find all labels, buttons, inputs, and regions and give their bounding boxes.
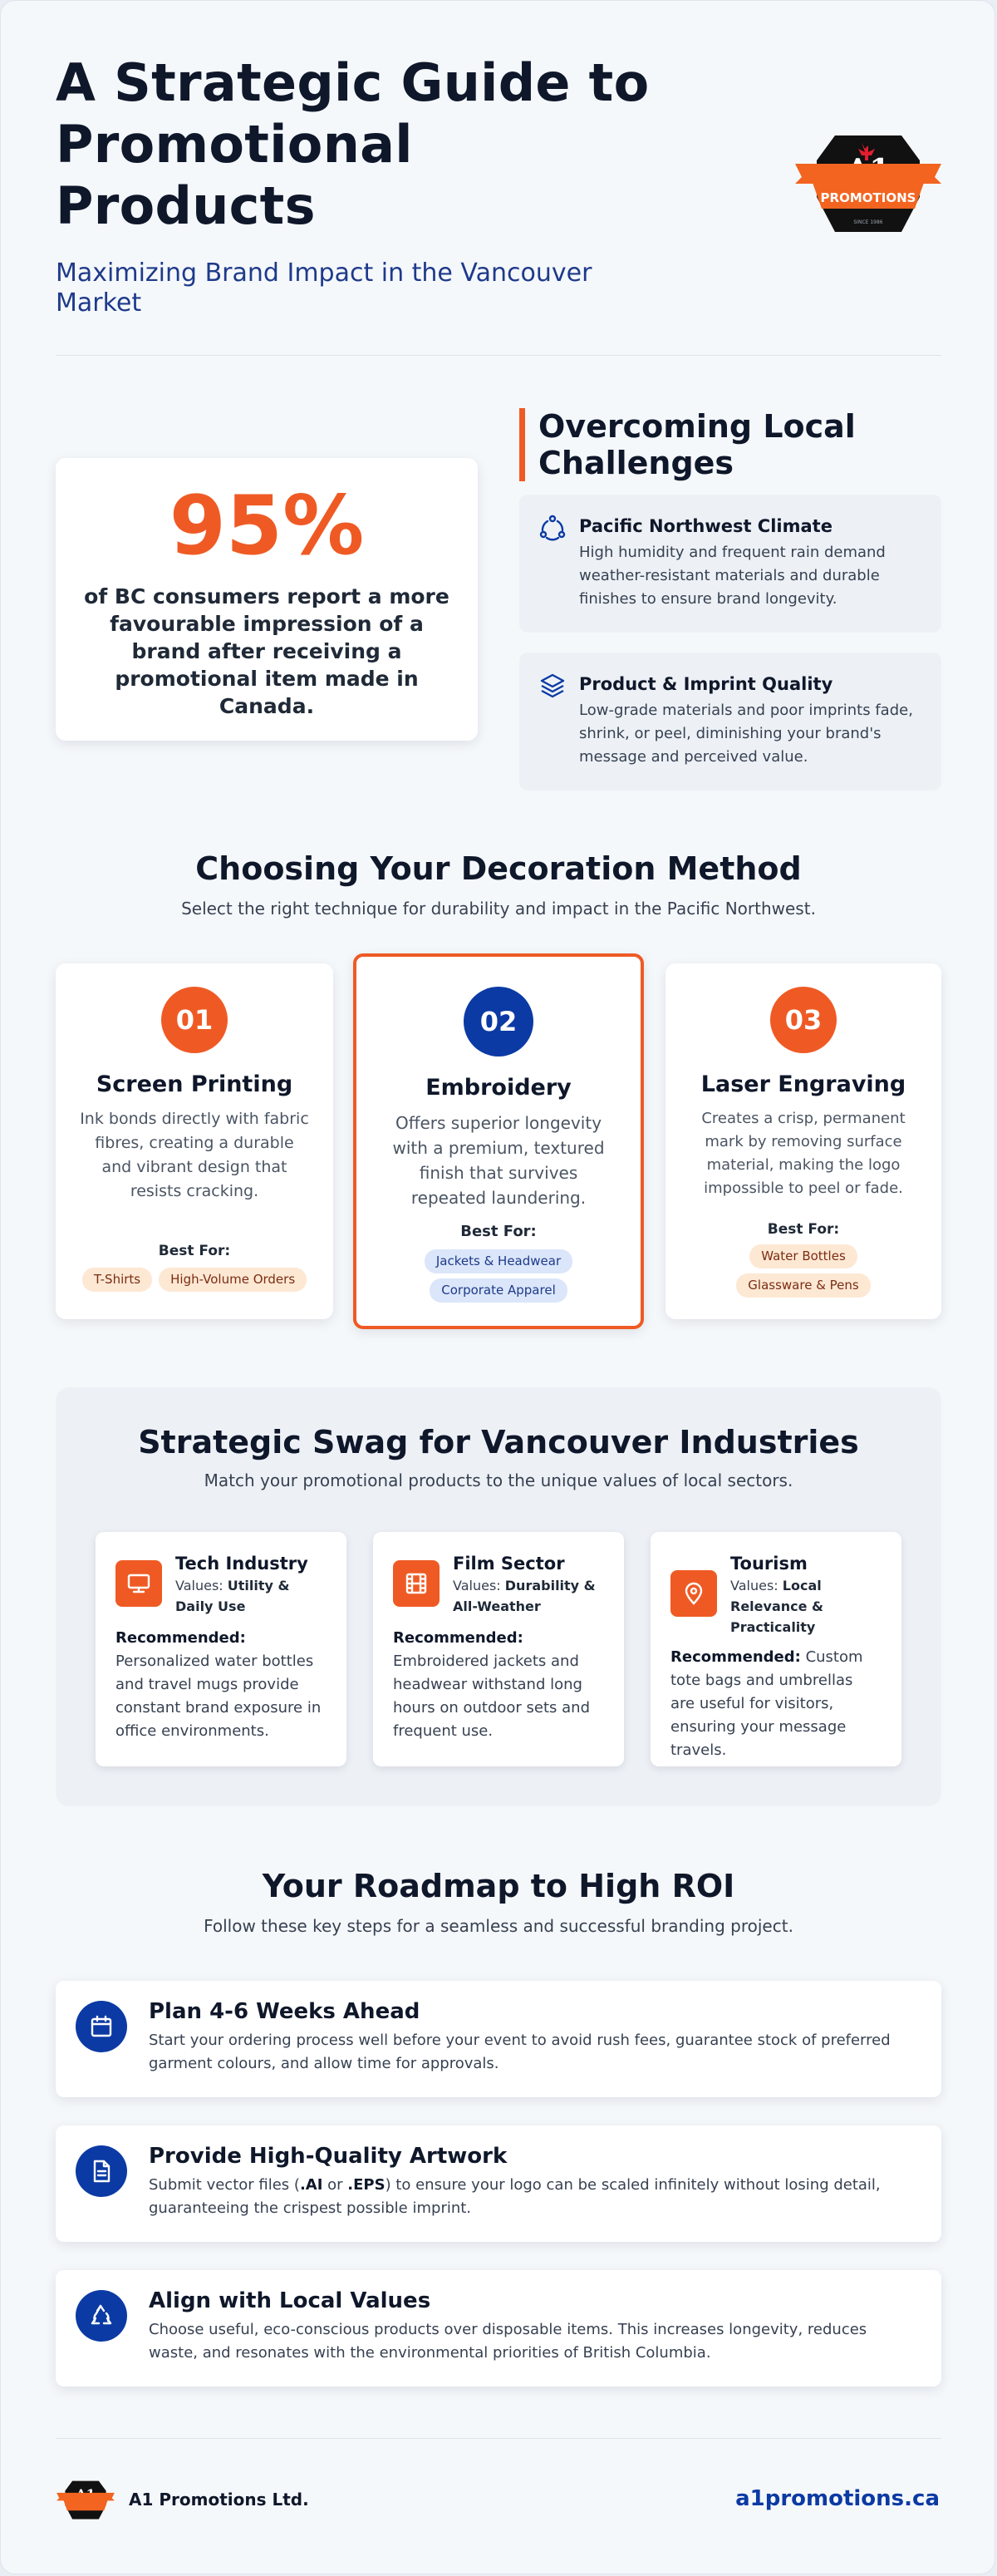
divider <box>56 2438 941 2439</box>
industries-title: Strategic Swag for Vancouver Industries <box>138 1424 859 1460</box>
industry-values: Values: Local Relevance & Practicality <box>730 1578 823 1635</box>
industry-recommendation: Recommended: Personalized water bottles and travel mugs provide constant brand exposure in office environments. <box>115 1629 322 1740</box>
industry-values: Values: Utility & Daily Use <box>175 1578 290 1614</box>
tag: Water Bottles <box>749 1244 857 1268</box>
footer-company-name: A1 Promotions Ltd. <box>129 2490 309 2510</box>
industry-recommendation: Recommended: Embroidered jackets and headwear withstand long hours on outdoor sets and frequent use. <box>393 1629 590 1740</box>
challenge-text: High humidity and frequent rain demand weather-resistant materials and durable finishes to ensure brand longevity. <box>579 544 886 608</box>
method-number-badge: 02 <box>464 987 533 1057</box>
industry-header <box>453 1552 604 1618</box>
industry-card-tech <box>96 1532 346 1766</box>
industry-name: Tourism <box>730 1554 808 1574</box>
methods-title: Choosing Your Decoration Method <box>195 850 802 887</box>
roadmap-step-title: Provide High-Quality Artwork <box>149 2144 508 2169</box>
challenges-title: Overcoming Local Challenges <box>519 408 954 481</box>
tag: High-Volume Orders <box>159 1268 307 1292</box>
logo-small-text: SINCE 1986 <box>853 219 883 225</box>
tag-list <box>56 1268 333 1297</box>
stat-value: 95% <box>169 479 365 574</box>
industry-name: Film Sector <box>453 1554 565 1574</box>
roadmap-step-text: Start your ordering process well before your event to avoid rush fees, guarantee stock of preferred garment colours, and allow time for approvals. <box>149 2032 891 2072</box>
challenge-text: Low-grade materials and poor imprints fade, shrink, or peel, diminishing your brand's message and perceived value. <box>579 702 913 766</box>
film-icon <box>393 1560 440 1607</box>
method-card-embroidery <box>353 953 644 1329</box>
divider <box>56 355 941 356</box>
roadmap-step-plan <box>56 1981 941 2097</box>
tag-list <box>665 1244 941 1303</box>
logo-banner-text: PROMOTIONS <box>820 190 916 205</box>
tag: T-Shirts <box>82 1268 152 1292</box>
page-subtitle: Maximizing Brand Impact in the Vancouver Market <box>56 259 592 318</box>
challenge-card-quality <box>519 653 941 791</box>
calendar-icon <box>76 2001 127 2052</box>
industry-card-tourism <box>651 1532 901 1766</box>
footer-website-link[interactable]: a1promotions.ca <box>735 2486 940 2511</box>
method-title: Laser Engraving <box>700 1071 906 1097</box>
roadmap-subtitle: Follow these key steps for a seamless and successful branding project. <box>204 1916 793 1936</box>
tag: Corporate Apparel <box>430 1278 567 1303</box>
roadmap-title: Your Roadmap to High ROI <box>262 1868 735 1904</box>
stat-card <box>56 458 478 741</box>
tag-list <box>356 1249 641 1308</box>
industry-header <box>175 1552 327 1618</box>
method-number-badge: 03 <box>770 987 837 1053</box>
recycle-icon <box>76 2290 127 2342</box>
roadmap-step-values <box>56 2270 941 2386</box>
roadmap-step-text: Choose useful, eco-conscious products over disposable items. This increases longevity, reduces waste, and resonates with the environmental priorities of British Columbia. <box>149 2321 867 2362</box>
roadmap-step-title: Align with Local Values <box>149 2288 431 2313</box>
tag: Glassware & Pens <box>736 1273 870 1298</box>
industries-subtitle: Match your promotional products to the unique values of local sectors. <box>204 1470 793 1490</box>
stat-text: of BC consumers report a more favourable impression of a brand after receiving a promotional item made in Canada. <box>84 584 449 718</box>
challenge-title: Pacific Northwest Climate <box>579 516 832 536</box>
industry-card-film <box>373 1532 624 1766</box>
industry-recommendation: Recommended: Custom tote bags and umbrellas are useful for visitors, ensuring your message travels. <box>670 1648 863 1759</box>
method-description: Ink bonds directly with fabric fibres, creating a durable and vibrant design that resists cracking. <box>80 1110 309 1200</box>
cycle-icon <box>539 515 566 541</box>
a1-promotions-logo <box>795 132 941 237</box>
methods-subtitle: Select the right technique for durability and impact in the Pacific Northwest. <box>181 899 816 919</box>
industry-name: Tech Industry <box>175 1554 308 1574</box>
industry-values: Values: Durability & All-Weather <box>453 1578 596 1614</box>
industries-section <box>56 1387 941 1806</box>
roadmap-step-title: Plan 4-6 Weeks Ahead <box>149 1999 420 2024</box>
best-for-label: Best For: <box>767 1221 840 1238</box>
method-description: Offers superior longevity with a premium, textured finish that survives repeated laundering. <box>392 1113 605 1208</box>
challenge-title: Product & Imprint Quality <box>579 674 833 694</box>
best-for-label: Best For: <box>158 1243 231 1259</box>
challenge-card-climate <box>519 495 941 633</box>
header <box>56 52 941 355</box>
layers-icon <box>539 672 566 699</box>
method-card-laser-engraving <box>665 963 941 1319</box>
page-title: A Strategic Guide to Promotional Products <box>56 52 650 236</box>
method-description: Creates a crisp, permanent mark by removing surface material, making the logo impossible to peel or fade. <box>701 1110 906 1197</box>
document-icon <box>76 2145 127 2197</box>
industry-header <box>730 1552 882 1638</box>
method-number-badge: 01 <box>161 987 228 1053</box>
a1-promotions-logo-small <box>56 2480 115 2521</box>
roadmap-step-artwork <box>56 2125 941 2242</box>
map-pin-icon <box>670 1570 717 1617</box>
method-card-screen-printing <box>56 963 333 1319</box>
best-for-label: Best For: <box>460 1223 537 1240</box>
method-title: Screen Printing <box>96 1071 293 1097</box>
tag: Jackets & Headwear <box>425 1249 572 1273</box>
monitor-icon <box>115 1560 162 1607</box>
roadmap-step-text: Submit vector files (.AI or .EPS) to ensure your logo can be scaled infinitely without losing detail, guaranteeing the crispest possible imprint. <box>149 2176 881 2217</box>
method-title: Embroidery <box>425 1075 572 1101</box>
